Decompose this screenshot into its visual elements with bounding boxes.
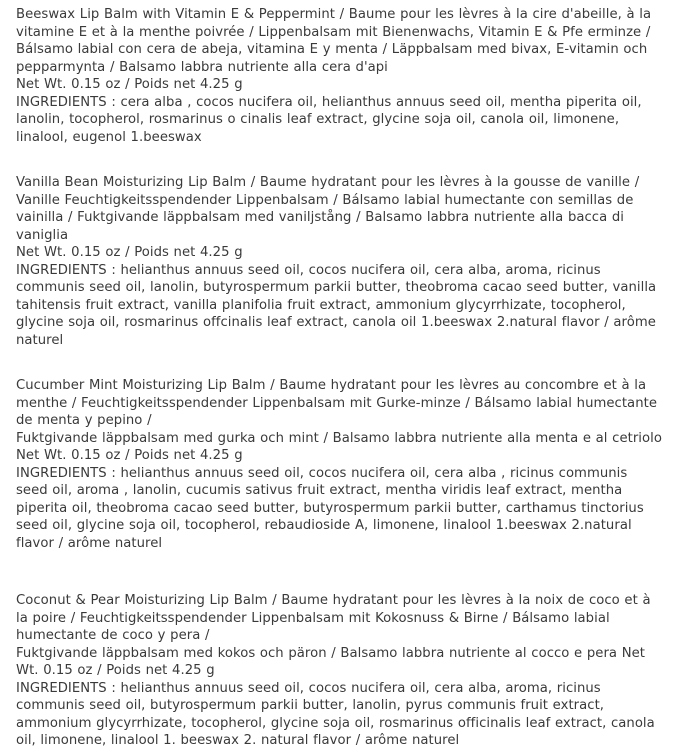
net-weight: Fuktgivande läppbalsam med gurka och mint / Balsamo labbra nutriente alla menta e al cetriolo Net Wt. 0.15 oz / Poids net 4.25 g <box>16 430 662 463</box>
product-entry <box>16 592 663 750</box>
section-divider <box>16 160 663 174</box>
product-entry <box>16 6 663 146</box>
product-entry <box>16 377 663 552</box>
ingredients-list: INGREDIENTS : helianthus annuus seed oil, cocos nucifera oil, cera alba, aroma, ricinus communis seed oil, butyrospermum parkii butter, lanolin, pyrus communis fruit extract, ammonium glycyrrhizate, tocopherol, glycine soja oil, rosmarinus officinalis leaf extract, canola oil, limonene, linalool 1. beeswax 2. natural flavor / arôme naturel <box>16 680 655 748</box>
ingredients-list: INGREDIENTS : helianthus annuus seed oil, cocos nucifera oil, cera alba , ricinus communis seed oil, aroma , lanolin, cucumis sativus fruit extract, mentha viridis leaf extract, mentha piperita oil, theobroma cacao seed butter, butyrospermum parkii butter, carthamus tinctorius seed oil, glycine soja oil, tocopherol, rebaudioside A, limonene, linalool 1.beeswax 2.natural flavor / arôme naturel <box>16 465 644 551</box>
product-name-multilingual: Cucumber Mint Moisturizing Lip Balm / Baume hydratant pour les lèvres au concombre et à la menthe / Feuchtigkeitsspendender Lippenbalsam mit Gurke-minze / Bálsamo labial humectante de menta y pepino / <box>16 378 657 428</box>
ingredients-list: INGREDIENTS : cera alba , cocos nucifera oil, helianthus annuus seed oil, mentha piperita oil, lanolin, tocopherol, rosmarinus o cinalis leaf extract, glycine soja oil, canola oil, limonene, linalool, eugenol 1.beeswax <box>16 94 642 145</box>
net-weight: Net Wt. 0.15 oz / Poids net 4.25 g <box>16 77 243 92</box>
product-name-multilingual: Coconut & Pear Moisturizing Lip Balm / Baume hydratant pour les lèvres à la noix de coco et à la poire / Feuchtigkeitsspendender Lippenbalsam mit Kokosnuss & Birne / Bálsamo labial humectante de coco y pera / <box>16 593 651 643</box>
net-weight: Net Wt. 0.15 oz / Poids net 4.25 g <box>16 245 243 260</box>
product-name-multilingual: Beeswax Lip Balm with Vitamin E & Peppermint / Baume pour les lèvres à la cire d'abeille, à la vitamine E et à la menthe poivrée / Lippenbalsam mit Bienenwachs, Vitamin E & Pfe erminze / Bálsamo labial con cera de abeja, vitamina E y menta / Läppbalsam med bivax, E-vitamin och pepparmynta / Balsamo labbra nutriente alla cera d'api <box>16 7 652 75</box>
product-entry <box>16 174 663 349</box>
section-divider <box>16 363 663 377</box>
ingredients-list: INGREDIENTS : helianthus annuus seed oil, cocos nucifera oil, cera alba, aroma, ricinus communis seed oil, lanolin, butyrospermum parkii butter, theobroma cacao seed butter, vanilla tahitensis fruit extract, vanilla planifolia fruit extract, ammonium glycyrrhizate, tocopherol, glycine soja oil, rosmarinus offcinalis leaf extract, canola oil 1.beeswax 2.natural flavor / arôme naturel <box>16 262 657 348</box>
product-name-multilingual: Vanilla Bean Moisturizing Lip Balm / Baume hydratant pour les lèvres à la gousse de vanille / Vanille Feuchtigkeitsspendender Lippenbalsam / Bálsamo labial humectante con semillas de vainilla / Fuktgivande läppbalsam med vaniljstång / Balsamo labbra nutriente alla bacca di vaniglia <box>16 175 640 243</box>
section-divider <box>16 566 663 592</box>
net-weight: Fuktgivande läppbalsam med kokos och päron / Balsamo labbra nutriente al cocco e pera Net Wt. 0.15 oz / Poids net 4.25 g <box>16 645 645 678</box>
